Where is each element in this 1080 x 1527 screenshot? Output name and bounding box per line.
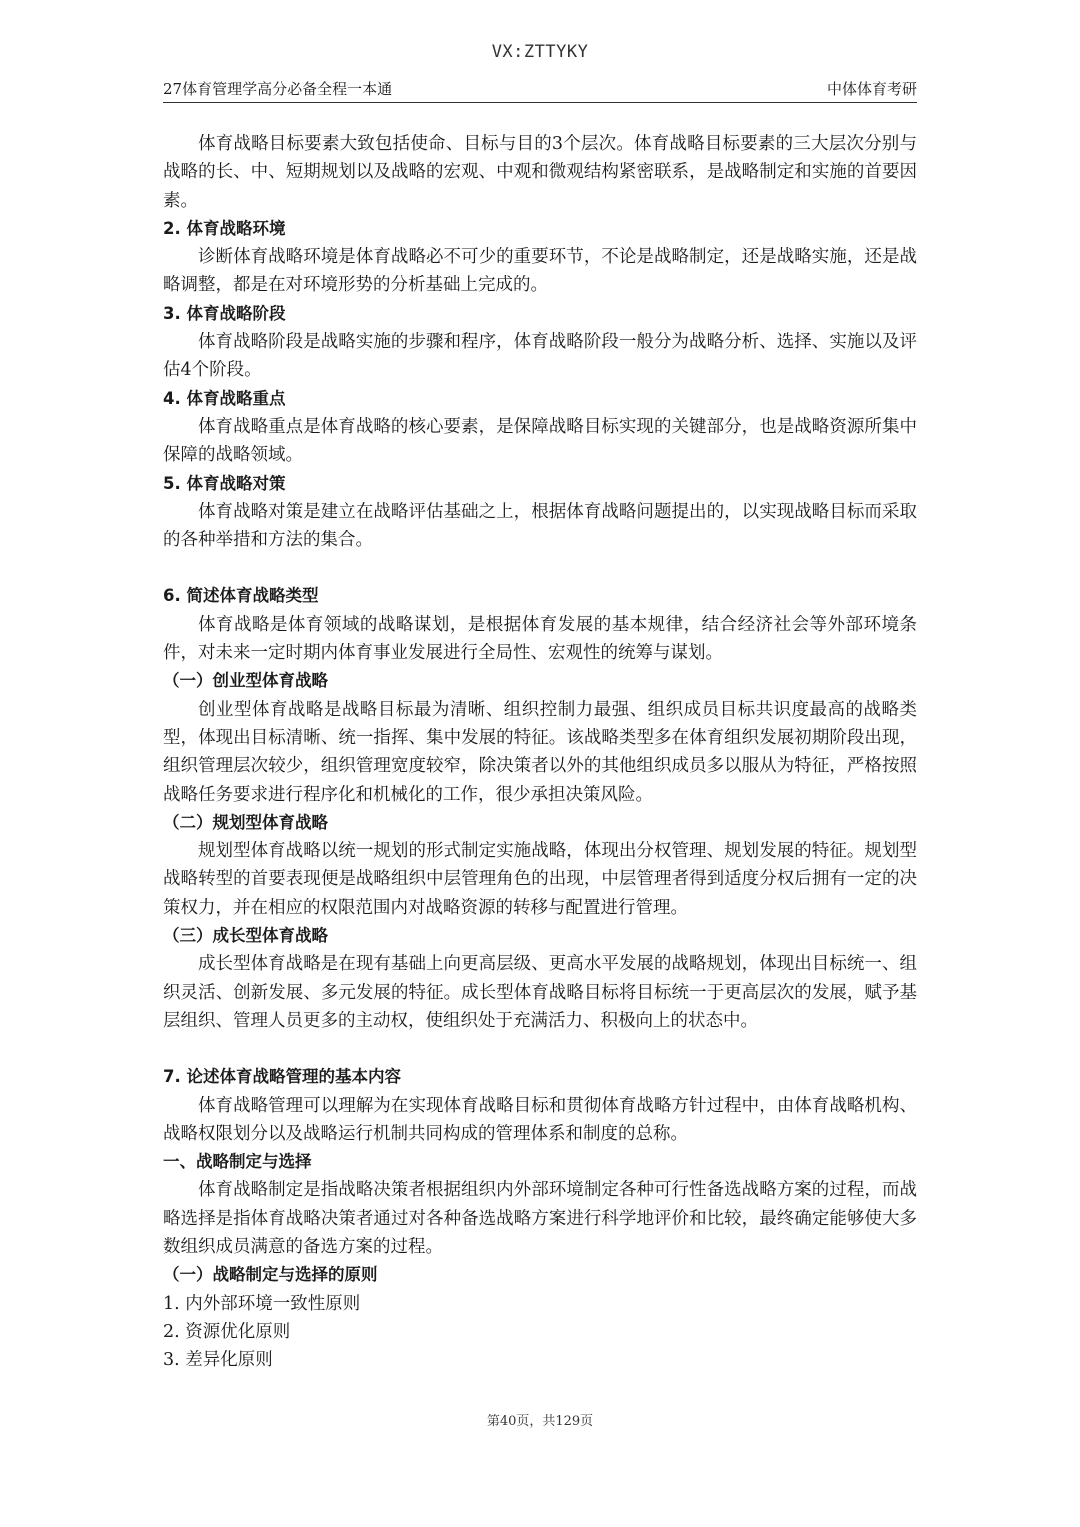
watermark: VX:ZTTYKY	[491, 42, 589, 62]
paragraph: 体育战略是体育领域的战略谋划，是根据体育发展的基本规律，结合经济社会等外部环境条件，对未来一定时期内体育事业发展进行全局性、宏观性的统筹与谋划。	[163, 614, 917, 664]
section-heading: 5. 体育战略对策	[163, 473, 286, 493]
list-item: 2. 资源优化原则	[163, 1321, 291, 1342]
question-heading: 7. 论述体育战略管理的基本内容	[163, 1067, 401, 1087]
paragraph: 成长型体育战略是在现有基础上向更高层级、更高水平发展的战略规划，体现出目标统一、组织灵活、创新发展、多元发展的特征。成长型体育战略目标将目标统一于更高层次的发展，赋予基层组织、管理人员更多的主动权，使组织处于充满活力、积极向上的状态中。	[163, 954, 917, 1031]
header-publisher: 中体体育考研	[826, 80, 917, 98]
paragraph: 体育战略重点是体育战略的核心要素，是保障战略目标实现的关键部分，也是战略资源所集中保障的战略领域。	[163, 416, 917, 466]
section-heading: 一、战略制定与选择	[163, 1152, 312, 1172]
paragraph: 规划型体育战略以统一规划的形式制定实施战略，体现出分权管理、规划发展的特征。规划型战略转型的首要表现便是战略组织中层管理角色的出现，中层管理者得到适度分权后拥有一定的决策权力，并在相应的权限范围内对战略资源的转移与配置进行管理。	[163, 841, 917, 918]
page-header	[163, 78, 917, 103]
section-heading: 3. 体育战略阶段	[163, 303, 286, 323]
paragraph: 体育战略目标要素大致包括使命、目标与目的3个层次。体育战略目标要素的三大层次分别与战略的长、中、短期规划以及战略的宏观、中观和微观结构紧密联系，是战略制定和实施的首要因素。	[163, 134, 917, 211]
section-heading: 2. 体育战略环境	[163, 218, 286, 238]
section-heading: 4. 体育战略重点	[163, 388, 286, 408]
subsection-heading: （二）规划型体育战略	[163, 812, 328, 832]
subsection-heading: （三）成长型体育战略	[163, 926, 328, 946]
subsection-heading: （一）战略制定与选择的原则	[163, 1265, 378, 1285]
list-item: 3. 差异化原则	[163, 1350, 273, 1371]
question-heading: 6. 简述体育战略类型	[163, 586, 319, 606]
paragraph: 诊断体育战略环境是体育战略必不可少的重要环节，不论是战略制定，还是战略实施，还是战略调整，都是在对环境形势的分析基础上完成的。	[163, 247, 917, 296]
paragraph: 体育战略阶段是战略实施的步骤和程序，体育战略阶段一般分为战略分析、选择、实施以及评估4个阶段。	[163, 332, 917, 381]
paragraph: 创业型体育战略是战略目标最为清晰、组织控制力最强、组织成员目标共识度最高的战略类型，体现出目标清晰、统一指挥、集中发展的特征。该战略类型多在体育组织发展初期阶段出现，组织管理层次较少，组织管理宽度较窄，除决策者以外的其他组织成员多以服从为特征，严格按照战略任务要求进行程序化和机械化的工作，很少承担决策风险。	[163, 699, 917, 805]
subsection-heading: （一）创业型体育战略	[163, 671, 328, 691]
page-number: 第40页，共129页	[486, 1414, 594, 1429]
paragraph: 体育战略管理可以理解为在实现体育战略目标和贯彻体育战略方针过程中，由体育战略机构、战略权限划分以及战略运行机制共同构成的管理体系和制度的总称。	[163, 1095, 917, 1144]
paragraph: 体育战略对策是建立在战略评估基础之上，根据体育战略问题提出的，以实现战略目标而采取的各种举措和方法的集合。	[163, 501, 917, 551]
paragraph: 体育战略制定是指战略决策者根据组织内外部环境制定各种可行性备选战略方案的过程，而战略选择是指体育战略决策者通过对各种备选战略方案进行科学地评价和比较，最终确定能够使大多数组织成员满意的备选方案的过程。	[163, 1180, 917, 1257]
page-content	[163, 130, 917, 1374]
list-item: 1. 内外部环境一致性原则	[163, 1293, 361, 1314]
header-book-title: 27体育管理学高分必备全程一本通	[163, 80, 393, 98]
